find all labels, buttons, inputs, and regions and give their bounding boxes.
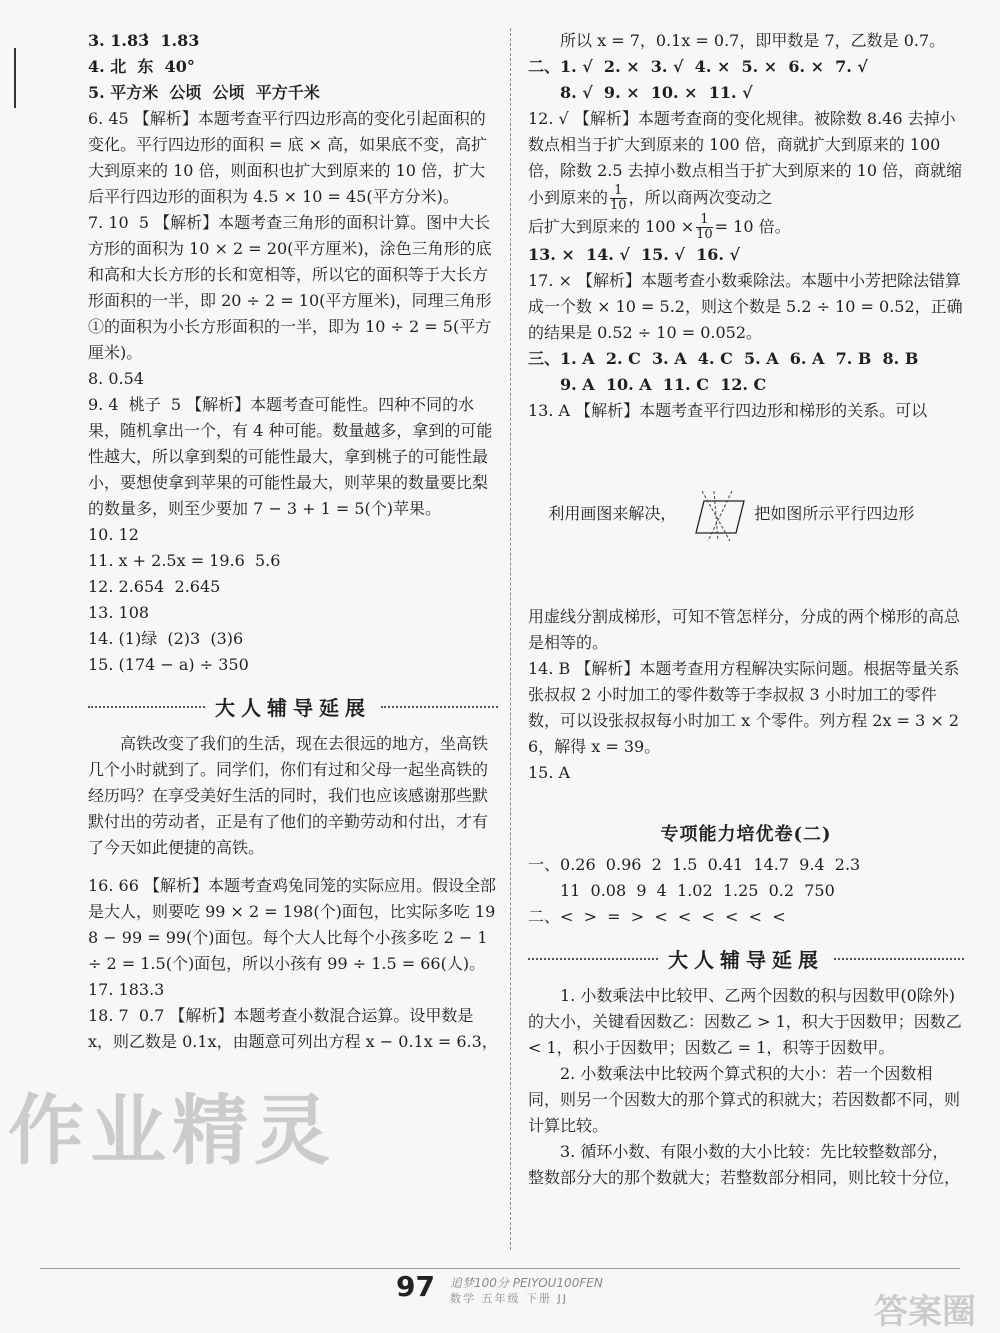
left-column (88, 28, 498, 1055)
book-info: 数学 五年级 下册 JJ (450, 1292, 568, 1305)
column-divider (510, 28, 511, 1250)
answer-17: 17. 183.3 (88, 980, 165, 999)
answer-18: 18. 7 0.7 【解析】本题考查小数混合运算。设甲数是 x，则乙数是 0.1x，由题意可列出方程 x − 0.1x = 6.3， (88, 1006, 498, 1051)
page-footer (0, 1268, 1000, 1312)
paper-title: 专项能力培优卷(二) (660, 824, 832, 845)
watermark-daanquan: 答案圈 (874, 1292, 976, 1332)
answer-3-15: 15. A (528, 763, 571, 782)
answer-6: 6. 45 【解析】本题考查平行四边形高的变化引起面积的变化。平行四边形的面积 = 底 × 高，如果底不变，高扩大到原来的 10 倍，则面积也扩大到原来的 10 倍，扩大后平行四边形的面积为 4.5 × 10 = 45(平方分米)。 (88, 109, 488, 206)
answer-15: 15. (174 − a) ÷ 350 (88, 655, 249, 674)
tip-1: 1. 小数乘法中比较甲、乙两个因数的积与因数甲(0除外)的大小，关键看因数乙：因数乙 > 1，积大于因数甲；因数乙 < 1，积小于因数甲；因数乙 = 1，积等于因数甲。 (528, 986, 967, 1057)
answer-13: 13. 108 (88, 603, 150, 622)
answer-11: 11. x + 2.5x = 19.6 5.6 (88, 551, 281, 570)
answer-3: 3. 1.83̇ 1.83 (88, 31, 200, 50)
answer-5: 5. 平方米 公顷 公顷 平方千米 (88, 83, 320, 102)
right-column (528, 28, 967, 1191)
section-heading (88, 692, 498, 721)
part-2-row: 二、< > = > < < < < < < (528, 907, 786, 926)
heading-text: 大人辅导延展 (215, 696, 371, 720)
answer-3-13-figure-line: 利用画图来解决， 把如图所示平行四边形 (528, 424, 964, 604)
tip-3: 3. 循环小数、有限小数的大小比较：先比较整数部分，整数部分大的那个数就大；若整数部分相同，则比较十分位， (528, 1142, 961, 1187)
brand-text: 追梦100分 PEIYOU100FEN (450, 1276, 603, 1290)
fraction: $\frac{1}{10}$ (610, 183, 627, 213)
answer-3-13-cont: 用虚线分割成梯形，可知不管怎样分，分成的两个梯形的高总是相等的。 (528, 607, 961, 652)
extension-paragraph: 高铁改变了我们的生活，现在去很远的地方，坐高铁几个小时就到了。同学们，你们有过和父母一起坐高铁的经历吗？在享受美好生活的同时，我们也应该感谢那些默默付出的劳动者，正是有了他们的辛勤劳动和付出，才有了今天如此便捷的高铁。 (88, 734, 489, 857)
answer-3-14: 14. B 【解析】本题考查用方程解决实际问题。根据等量关系张叔叔 2 小时加工的零件数等于李叔叔 3 小时加工的零件数，可以设张叔叔每小时加工 x 个零件。列方程 2x = 3 × 26，解得 x = 39。 (528, 659, 960, 756)
part-1-row-1: 一、0.26 0.96 2 1.5 0.41 14.7 9.4 2.3 (528, 855, 861, 874)
answer-12: 12. 2.654 2.645 (88, 577, 221, 596)
section-heading (528, 944, 964, 973)
answer-14: 14. (1)绿 (2)3 (3)6 (88, 629, 244, 648)
page-edge-mark (14, 48, 16, 108)
answer-2-12-cont: 后扩大到原来的 100 × $\frac{1}{10}$ = 10 倍。 (528, 212, 791, 242)
answer-7: 7. 10 5 【解析】本题考查三角形的面积计算。图中大长方形的面积为 10 × 2 = 20(平方厘米)，涂色三角形的底和高和大长方形的长和宽相等，所以它的面积等于大长方形面积的一半，即 20 ÷ 2 = 10(平方厘米)，同理三角形①的面积为小长方形面积的一半，即为 10 ÷ 2 = 5(平方厘米)。 (88, 213, 492, 362)
answer-8: 8. 0.54 (88, 369, 144, 388)
answer-3-13: 13. A 【解析】本题考查平行四边形和梯形的关系。可以 (528, 401, 928, 420)
answer-18-continued: 所以 x = 7，0.1x = 0.7，即甲数是 7，乙数是 0.7。 (560, 31, 946, 50)
answer-10: 10. 12 (88, 525, 139, 544)
section-3-row-2: 9. A 10. A 11. C 12. C (560, 375, 767, 394)
section-3-row-1: 三、1. A 2. C 3. A 4. C 5. A 6. A 7. B 8. B (528, 349, 919, 368)
answer-4: 4. 北 东 40° (88, 57, 195, 76)
section-2-row-1: 二、1. √ 2. × 3. √ 4. × 5. × 6. × 7. √ (528, 57, 868, 76)
page-number: 97 (396, 1270, 435, 1303)
section-2-row-3: 13. × 14. √ 15. √ 16. √ (528, 245, 740, 264)
answer-16: 16. 66 【解析】本题考查鸡兔同笼的实际应用。假设全部是大人，则要吃 99 × 2 = 198(个)面包，比实际多吃 198 − 99 = 99(个)面包。每个大人比每个小孩多吃 2 − 1 ÷ 2 = 1.5(个)面包，所以小孩有 99 ÷ 1.5 = 66(人)。 (88, 876, 496, 973)
dotted-rule (381, 706, 498, 708)
answer-2-17: 17. × 【解析】本题考查小数乘除法。本题中小芳把除法错算成一个数 × 10 = 5.2，则这个数是 5.2 ÷ 10 = 0.52，正确的结果是 0.52 ÷ 10 = 0.052。 (528, 271, 963, 342)
answer-9: 9. 4 桃子 5 【解析】本题考查可能性。四种不同的水果，随机拿出一个，有 4 种可能。数量越多，拿到的可能性越大，所以拿到梨的可能性最大，拿到桃子的可能性最小，要想使拿到苹果的可能性最大，则苹果的数量要比梨的数量多，则至少要加 7 − 3 + 1 = 5(个)苹果。 (88, 395, 493, 518)
answer-2-12: 12. √ 【解析】本题考查商的变化规律。被除数 8.46 去掉小数点相当于扩大到原来的 100 倍，商就扩大到原来的 100 倍，除数 2.5 去掉小数点相当于扩大到原来的 10 倍，商就缩小到原来的 $\frac{1}{10}$ ，所以商两次变动之 (528, 109, 963, 213)
fraction: $\frac{1}{10}$ (696, 212, 713, 242)
dotted-rule (528, 958, 658, 960)
footer-rule (40, 1268, 960, 1269)
parallelogram-figure (680, 487, 750, 543)
tip-2: 2. 小数乘法中比较两个算式积的大小：若一个因数相同，则另一个因数大的那个算式的积就大；若因数都不同，则计算比较。 (528, 1064, 961, 1135)
dotted-rule (88, 706, 205, 708)
watermark-zuoyejingling: 作业精灵 (8, 1086, 336, 1175)
dotted-rule (834, 958, 964, 960)
heading-text: 大人辅导延展 (668, 948, 824, 972)
part-1-row-2: 11 0.08 9 4 1.02 1.25 0.2 750 (560, 881, 835, 900)
section-2-row-2: 8. √ 9. × 10. × 11. √ (560, 83, 753, 102)
